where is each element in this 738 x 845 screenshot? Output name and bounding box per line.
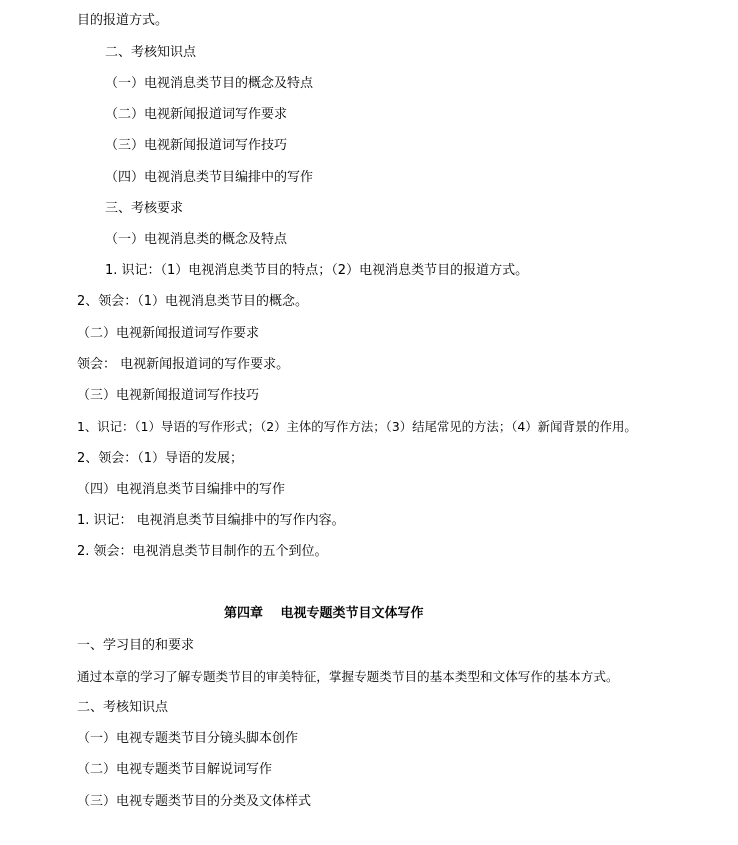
section-heading: 三、考核要求	[105, 201, 184, 216]
text-line: 领会： 电视新闻报道词的写作要求。	[77, 357, 290, 372]
text-line: （二）电视新闻报道词写作要求	[77, 326, 260, 341]
text-line: 1. 识记： 电视消息类节目编排中的写作内容。	[77, 513, 345, 528]
text-line: （三）电视专题类节目的分类及文体样式	[77, 794, 312, 809]
text-line: 2、领会：（1）电视消息类节目的概念。	[77, 294, 309, 309]
text-line: 2、领会：（1）导语的发展；	[77, 451, 244, 466]
section-heading: 一、学习目的和要求	[77, 638, 195, 653]
text-line: （一）电视专题类节目分镜头脚本创作	[77, 731, 299, 746]
text-line: 目的报道方式。	[77, 13, 169, 28]
chapter-title: 第四章 电视专题类节目文体写作	[224, 606, 424, 621]
text-line: 2. 领会：电视消息类节目制作的五个到位。	[77, 544, 328, 559]
section-heading: 二、考核知识点	[77, 700, 169, 715]
text-line: 1. 识记：（1）电视消息类节目的特点；（2）电视消息类节目的报道方式。	[105, 263, 529, 278]
text-line: （二）电视新闻报道词写作要求	[105, 107, 288, 122]
section-heading: 二、考核知识点	[105, 45, 197, 60]
text-line: 通过本章的学习了解专题类节目的审美特征，掌握专题类节目的基本类型和文体写作的基本方式。	[77, 669, 619, 684]
text-line: （一）电视消息类的概念及特点	[105, 232, 288, 247]
text-line: （一）电视消息类节目的概念及特点	[105, 76, 314, 91]
text-line: 1、识记：（1）导语的写作形式；（2）主体的写作方法；（3）结尾常见的方法；（4）新闻背景的作用。	[77, 419, 637, 434]
text-line: （三）电视新闻报道词写作技巧	[105, 138, 288, 153]
text-line: （三）电视新闻报道词写作技巧	[77, 388, 260, 403]
text-line: （四）电视消息类节目编排中的写作	[105, 170, 314, 185]
text-line: （二）电视专题类节目解说词写作	[77, 762, 273, 777]
text-line: （四）电视消息类节目编排中的写作	[77, 482, 286, 497]
